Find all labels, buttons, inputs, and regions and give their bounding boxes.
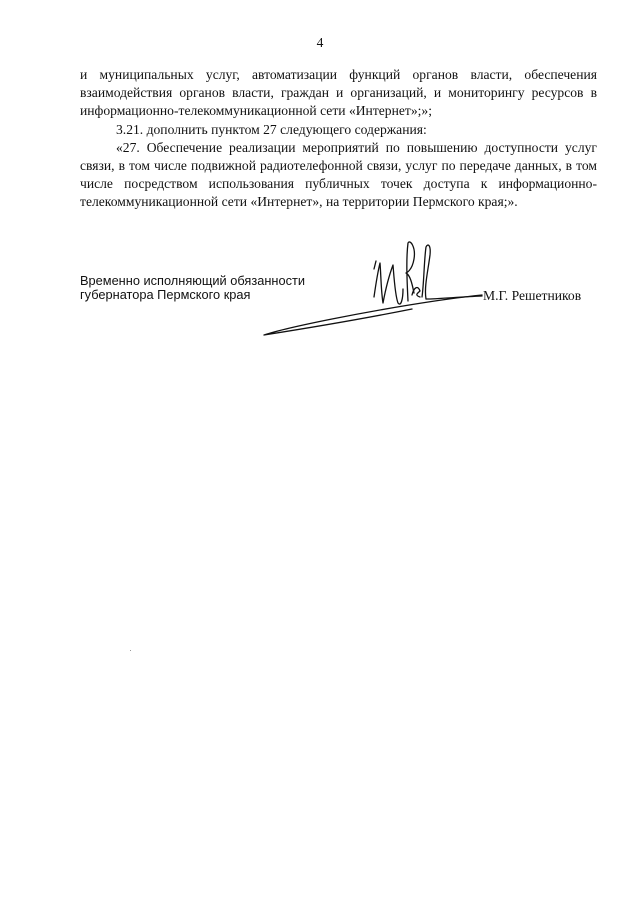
paragraph-amendment-3-21: 3.21. дополнить пунктом 27 следующего содержания:	[116, 121, 427, 137]
paragraph-continuation: и муниципальных услуг, автоматизации функций органов власти, обеспечения взаимодействия органов власти, граждан и организаций, и мониторингу ресурсов в информационно-телекоммуникационной сети «Интернет»;»;	[80, 67, 597, 119]
paragraph-item-27: «27. Обеспечение реализации мероприятий по повышению доступности услуг связи, в том числе подвижной радиотелефонной связи, услуг по передаче данных, в том числе посредством использования публичных точек доступа к информационно-телекоммуникационной сети «Интернет», на территории Пермского края;».	[80, 139, 597, 210]
signatory-position-line1: Временно исполняющий обязанности	[80, 273, 305, 288]
signatory-position-line2: губернатора Пермского края	[80, 287, 251, 302]
document-body	[80, 66, 597, 212]
handwritten-signature	[262, 233, 487, 341]
scan-speck	[130, 650, 131, 651]
page-number: 4	[316, 35, 324, 50]
signatory-name: М.Г. Решетников	[483, 288, 582, 303]
